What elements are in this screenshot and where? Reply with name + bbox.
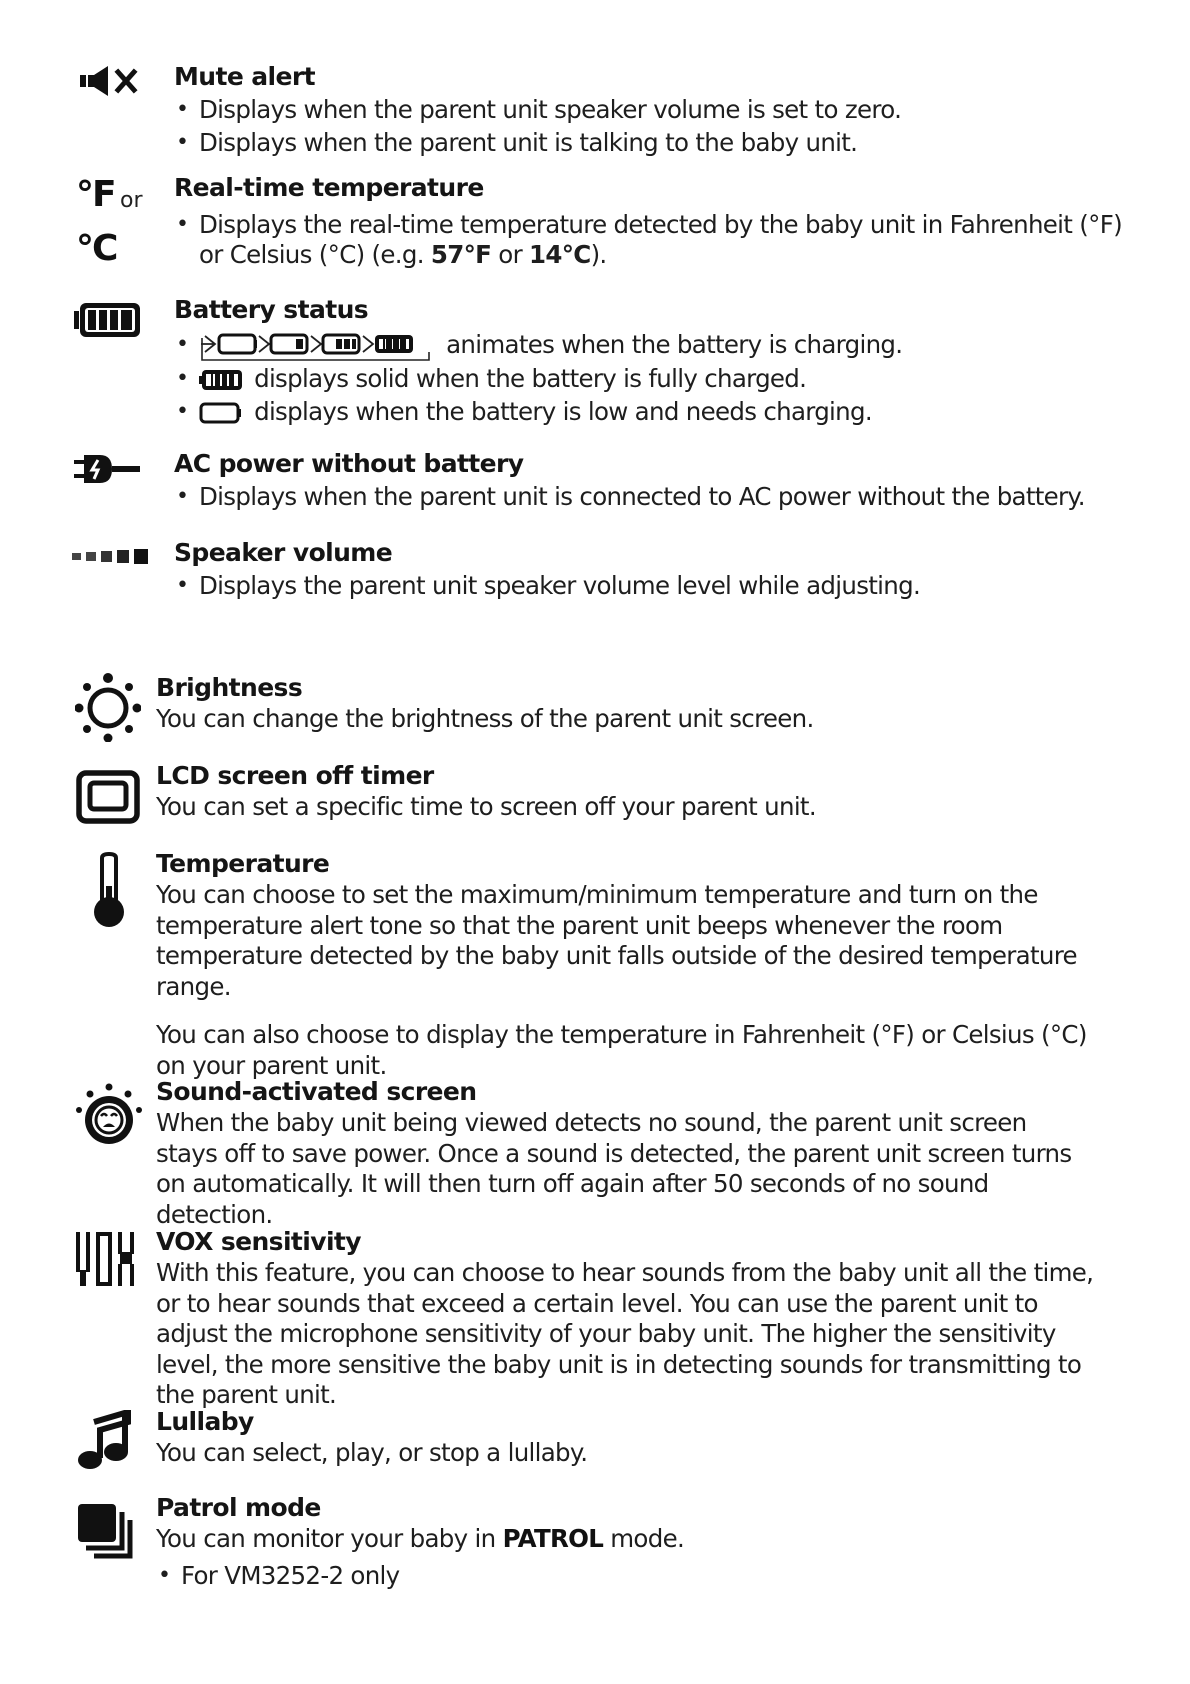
thermometer-icon: [90, 852, 128, 932]
low-battery-text: displays when the battery is low and needs charging.: [254, 397, 872, 426]
brightness-title: Brightness: [156, 673, 303, 702]
real-time-temperature-title: Real-time temperature: [174, 173, 484, 202]
brightness-sun-icon: [75, 672, 141, 746]
mute-alert-icon: [78, 64, 148, 102]
text-span: Displays the real-time temperature detected by the baby unit in Fahrenheit (°F) or Celsius (°C) (e.g.: [199, 210, 1122, 269]
temperature-unit-icon: [76, 174, 166, 274]
mute-alert-bullets: [174, 93, 901, 159]
sound-activated-title: Sound-activated screen: [156, 1077, 477, 1106]
temperature-text-2: You can also choose to display the temperature in Fahrenheit (°F) or Celsius (°C) on your parent unit.: [156, 1020, 1087, 1080]
lcd-timer-title: LCD screen off timer: [156, 761, 434, 790]
battery-charging-animation-icon: [199, 330, 431, 362]
lullaby-title: Lullaby: [156, 1407, 254, 1436]
battery-low-icon: [199, 401, 243, 425]
example-fahrenheit: 57°F: [430, 240, 492, 269]
sound-activated-entry: [156, 1076, 1116, 1230]
sound-activated-text: When the baby unit being viewed detects no sound, the parent unit screen stays off to save power. Once a sound is detected, the parent unit screen turns on automatically. It will then turn off again after 50 seconds of no sound detection.: [156, 1108, 1072, 1229]
celsius-label: °C: [76, 228, 117, 269]
lcd-screen-icon: [76, 770, 140, 828]
ac-power-entry: [174, 448, 1085, 513]
list-item: [174, 362, 902, 395]
patrol-mode-icon: [76, 1502, 136, 1568]
list-item: • Displays when the parent unit is talking to the baby unit.: [174, 126, 901, 159]
speaker-volume-icon: [72, 548, 152, 568]
battery-solid-icon: [199, 368, 243, 392]
patrol-entry: [156, 1492, 1116, 1592]
real-time-temperature-entry: [174, 172, 1134, 270]
or-label: or: [120, 188, 143, 213]
patrol-keyword: PATROL: [502, 1524, 604, 1553]
mute-alert-title: Mute alert: [174, 62, 315, 91]
lcd-timer-entry: [156, 760, 1116, 823]
battery-status-entry: [174, 294, 902, 428]
lullaby-text: You can select, play, or stop a lullaby.: [156, 1438, 588, 1467]
speaker-volume-title: Speaker volume: [174, 538, 393, 567]
battery-status-title: Battery status: [174, 295, 369, 324]
patrol-text: [156, 1524, 1116, 1555]
music-note-icon: [76, 1410, 132, 1474]
ac-power-bullets: [174, 480, 1085, 513]
example-celsius: 14°C: [529, 240, 591, 269]
patrol-title: Patrol mode: [156, 1493, 321, 1522]
vox-text: With this feature, you can choose to hear sounds from the baby unit all the time, or to hear sounds that exceed a certain level. You can use the parent unit to adjust the microphone sensitivity of your baby unit. The higher the sensitivity level, the more sensitive the baby unit is in detecting sounds for transmitting to the parent unit.: [156, 1258, 1094, 1409]
list-item: [174, 210, 1134, 270]
list-item: [174, 395, 902, 428]
list-item: • Displays the parent unit speaker volume level while adjusting.: [174, 569, 920, 602]
vox-icon: [74, 1230, 136, 1294]
ac-power-plug-icon: [74, 452, 142, 490]
list-item: • Displays when the parent unit is connected to AC power without the battery.: [174, 480, 1085, 513]
brightness-text: You can change the brightness of the parent unit screen.: [156, 704, 814, 733]
fahrenheit-label: °F: [76, 174, 115, 215]
vox-title: VOX sensitivity: [156, 1227, 361, 1256]
text-span: mode.: [603, 1524, 685, 1553]
real-time-temperature-bullets: [174, 210, 1134, 270]
charging-text: animates when the battery is charging.: [446, 330, 903, 359]
list-item: • For VM3252-2 only: [156, 1559, 1116, 1592]
patrol-bullets: [156, 1559, 1116, 1592]
vox-entry: [156, 1226, 1116, 1411]
sound-activated-face-icon: [74, 1082, 144, 1156]
text-span: You can monitor your baby in: [156, 1524, 503, 1553]
brightness-entry: [156, 672, 1116, 735]
temperature-entry: [156, 848, 1116, 1081]
list-item: • Displays when the parent unit speaker volume is set to zero.: [174, 93, 901, 126]
charged-text: displays solid when the battery is fully charged.: [254, 364, 807, 393]
battery-full-icon: [74, 301, 142, 343]
speaker-volume-entry: [174, 537, 920, 602]
list-item: [174, 328, 902, 362]
ac-power-title: AC power without battery: [174, 449, 524, 478]
text-span: ).: [590, 240, 607, 269]
mute-alert-entry: [174, 61, 901, 159]
temperature-text-1: You can choose to set the maximum/minimum temperature and turn on the temperature alert tone so that the parent unit beeps whenever the room temperature detected by the baby unit falls outside of the desired temperature range.: [156, 880, 1077, 1001]
temperature-title: Temperature: [156, 849, 330, 878]
battery-status-bullets: [174, 328, 902, 428]
lcd-timer-text: You can set a specific time to screen off your parent unit.: [156, 792, 816, 821]
speaker-volume-bullets: [174, 569, 920, 602]
text-span: or: [491, 240, 530, 269]
lullaby-entry: [156, 1406, 1116, 1469]
